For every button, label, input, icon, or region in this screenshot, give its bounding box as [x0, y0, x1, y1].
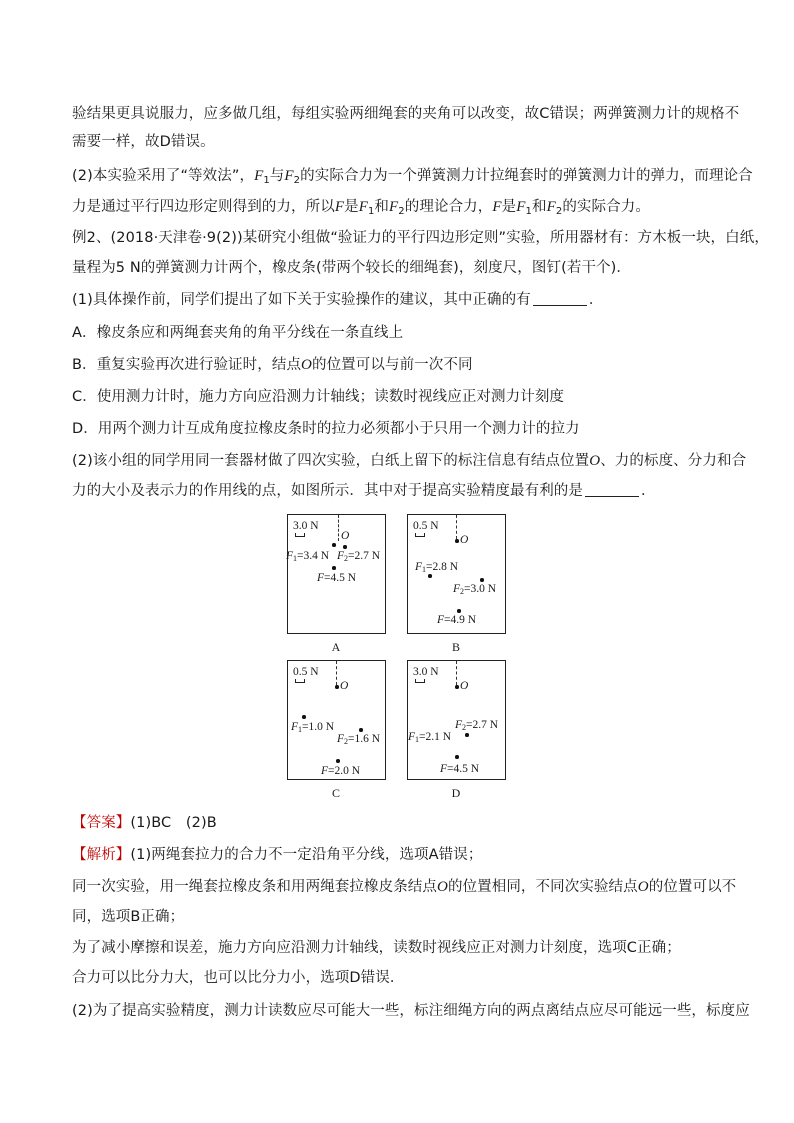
scale-label: 3.0 N	[293, 520, 319, 532]
panel-c	[287, 660, 386, 780]
analysis-tag: 【解析】	[72, 847, 131, 863]
f1-point	[465, 733, 469, 737]
scale-label: 0.5 N	[413, 520, 439, 532]
scale-label: 0.5 N	[293, 666, 319, 678]
node-o-label: O	[460, 534, 469, 546]
question-2-line-1: (2)该小组的同学用同一套器材做了四次实验，白纸上留下的标注信息有结点位置O、力的标度、分力和合	[72, 453, 747, 469]
analysis-line-6: (2)为了提高实验精度，测力计读数应尽可能大一些，标注细绳方向的两点离结点应尽可能远一些，标度应	[72, 1003, 750, 1019]
panel-a	[287, 514, 386, 634]
f2-point	[359, 728, 363, 732]
f-label: F=4.9 N	[437, 614, 477, 626]
f2-label: F2=2.7 N	[455, 719, 499, 732]
option-c: C．使用测力计时，施力方向应沿测力计轴线；读数时视线应正对测力计刻度	[72, 389, 565, 405]
question-1: (1)具体操作前，同学们提出了如下关于实验操作的建议，其中正确的有 ．	[72, 292, 604, 308]
answer-tag: 【答案】	[72, 815, 131, 831]
panel-d	[407, 660, 506, 780]
f-point	[457, 609, 461, 613]
f1-label: F1=1.0 N	[291, 721, 335, 734]
analysis-line-3: 同，选项B正确；	[72, 909, 185, 925]
f1-point	[332, 543, 336, 547]
scale-label: 3.0 N	[413, 666, 439, 678]
node-o-label: O	[460, 680, 469, 692]
para-line-3: (2)本实验采用了“等效法”，$F_1$与$F_2$的实际合力为一个弹簧测力计拉绳套时的弹簧测力计的弹力，而理论合	[72, 168, 753, 186]
answer-blank-2	[585, 482, 639, 497]
f-label: F=2.0 N	[321, 765, 361, 777]
scale-bar	[415, 679, 425, 683]
f2-point	[343, 545, 347, 549]
f1-label: F1=2.1 N	[408, 731, 452, 744]
option-b: B．重复实验再次进行验证时，结点O的位置可以与前一次不同	[72, 357, 473, 373]
node-o-point	[455, 685, 459, 689]
force-line	[456, 661, 457, 685]
f-label: F=4.5 N	[440, 763, 480, 775]
analysis-line-5: 合力可以比分力大，也可以比分力小，选项D错误．	[72, 970, 405, 986]
scale-bar	[415, 533, 425, 537]
f2-point	[480, 578, 484, 582]
f-label: F=4.5 N	[317, 572, 357, 584]
example-line-2: 量程为5 N的弹簧测力计两个，橡皮条(带两个较长的细绳套)，刻度尺，图钉(若干个)．	[72, 260, 632, 276]
f1-point	[428, 574, 432, 578]
analysis-line-1: 【解析】(1)两绳套拉力的合力不一定沿角平分线，选项A错误；	[72, 847, 483, 863]
answer-line: 【答案】(1)BC (2)B	[72, 815, 217, 831]
example-header: 例2、(2018·天津卷·9(2))某研究小组做“验证力的平行四边形定则”实验，所用器材有：方木板一块，白纸，	[72, 230, 769, 246]
scale-bar	[295, 533, 305, 537]
question-2-line-2: 力的大小及表示力的作用线的点，如图所示．其中对于提高实验精度最有利的是 ．	[72, 483, 656, 499]
f2-label: F2=3.0 N	[453, 583, 497, 596]
f-point	[336, 759, 340, 763]
f-point	[332, 566, 336, 570]
force-line	[456, 515, 457, 539]
option-a: A．橡皮条应和两绳套夹角的角平分线在一条直线上	[72, 325, 404, 341]
f-point	[455, 755, 459, 759]
node-o-point	[335, 685, 339, 689]
scale-bar	[295, 679, 305, 683]
panel-c-caption: C	[331, 786, 340, 800]
node-o-point	[455, 539, 459, 543]
option-d: D．用两个测力计互成角度拉橡皮条时的拉力必须都小于只用一个测力计的拉力	[72, 421, 580, 437]
force-line	[338, 515, 339, 541]
f1-label: F1=3.4 N	[286, 550, 330, 563]
panel-b	[407, 514, 506, 634]
force-line	[336, 661, 337, 685]
para-line-2: 需要一样，故D错误。	[72, 134, 215, 150]
panel-a-caption: A	[331, 640, 341, 654]
f2-label: F2=1.6 N	[337, 733, 381, 746]
panel-d-caption: D	[451, 786, 461, 800]
para-line-4: 力是通过平行四边形定则得到的力，所以F是$F_1$和$F_2$的理论合力，F是$F_1$和$F_2$的实际合力。	[72, 199, 650, 217]
panel-b-caption: B	[451, 640, 460, 654]
f1-point	[302, 715, 306, 719]
analysis-line-2: 同一次实验，用一绳套拉橡皮条和用两绳套拉橡皮条结点O的位置相同，不同次实验结点O的位置可以不	[72, 879, 737, 895]
answer-blank-1	[533, 291, 587, 306]
f2-label: F2=2.7 N	[337, 550, 381, 563]
para-line-1: 验结果更具说服力，应多做几组，每组实验两细绳套的夹角可以改变，故C错误；两弹簧测力计的规格不	[72, 106, 740, 122]
analysis-line-4: 为了减小摩擦和误差，施力方向应沿测力计轴线，读数时视线应正对测力计刻度，选项C正确；	[72, 940, 681, 956]
f1-label: F1=2.8 N	[415, 561, 459, 574]
node-o-label: O	[340, 680, 349, 692]
node-o-label: O	[341, 530, 350, 542]
